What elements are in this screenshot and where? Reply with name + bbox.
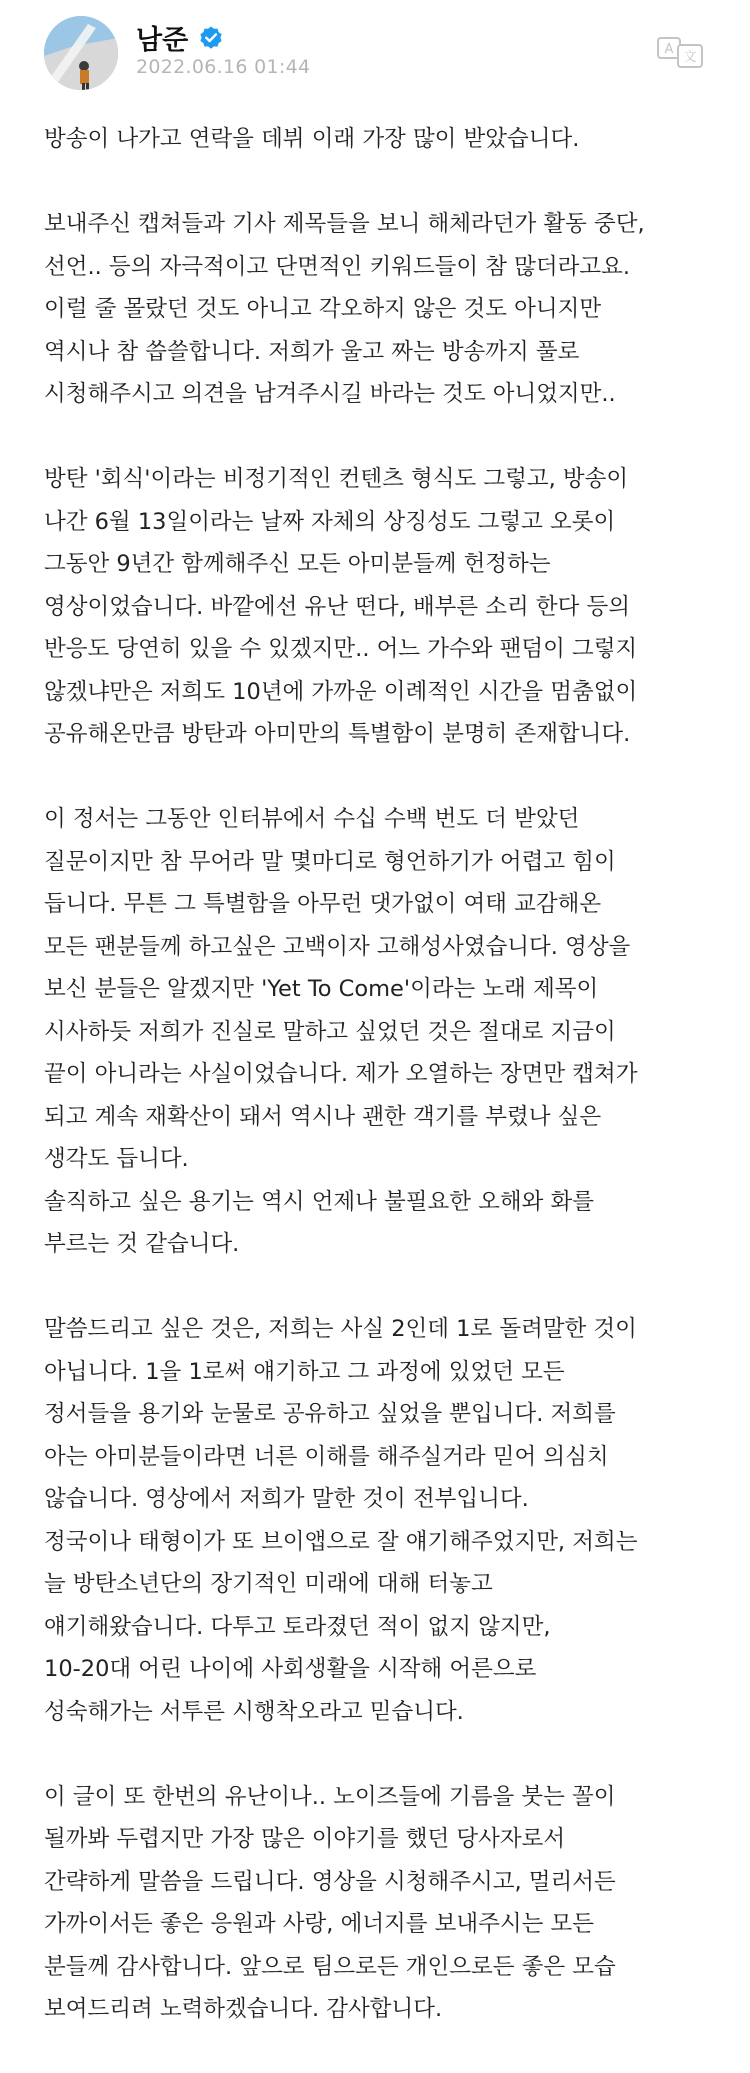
post-text-line: 역시나 참 씁쓸합니다. 저희가 울고 짜는 방송까지 풀로 [44, 338, 580, 365]
post-text-line: 간략하게 말씀을 드립니다. 영상을 시청해주시고, 멀리서든 [44, 1868, 616, 1895]
post-text-line: 이럴 줄 몰랐던 것도 아니고 각오하지 않은 것도 아니지만 [44, 296, 602, 322]
svg-text:文: 文 [683, 50, 697, 65]
post-text-line: 얘기해왔습니다. 다투고 토라졌던 적이 없지 않지만, [44, 1613, 551, 1640]
post-timestamp: 2022.06.16 01:44 [136, 56, 311, 78]
post-paragraph [44, 798, 714, 1266]
post-text-line: 성숙해가는 서투른 시행착오라고 믿습니다. [44, 1698, 464, 1725]
avatar[interactable] [44, 16, 118, 90]
post-text-line: 보신 분들은 알겠지만 'Yet To Come'이라는 노래 제목이 [44, 976, 599, 1002]
post-text-line: 보여드리려 노력하겠습니다. 감사합니다. [44, 1996, 443, 2022]
username[interactable]: 남준 [136, 25, 189, 56]
translate-icon[interactable] [656, 34, 706, 70]
post-text-line: 될까봐 두렵지만 가장 많은 이야기를 했던 당사자로서 [44, 1826, 566, 1852]
post-text-line: 않겠냐만은 저희도 10년에 가까운 이례적인 시간을 멈춤없이 [44, 678, 638, 705]
post-text-line: 이 정서는 그동안 인터뷰에서 수십 수백 번도 더 받았던 [44, 806, 580, 832]
post-text-line: 생각도 듭니다. [44, 1146, 189, 1172]
post-text-line: 질문이지만 참 무어라 말 몇마디로 형언하기가 어렵고 힘이 [44, 848, 616, 875]
post-text-line: 반응도 당연히 있을 수 있겠지만.. 어느 가수와 팬덤이 그렇지 [44, 636, 638, 662]
post-paragraph [44, 118, 714, 161]
post-text-line: 시사하듯 저희가 진실로 말하고 싶었던 것은 절대로 지금이 [44, 1018, 616, 1045]
post-text-line: 방탄 '회식'이라는 비정기적인 컨텐츠 형식도 그렇고, 방송이 [44, 466, 629, 492]
post-paragraph [44, 1308, 714, 1733]
post-text-line: 10-20대 어린 나이에 사회생활을 시작해 어른으로 [44, 1656, 537, 1682]
post-text-line: 늘 방탄소년단의 장기적인 미래에 대해 터놓고 [44, 1571, 493, 1597]
post-text-line: 이 글이 또 한번의 유난이나.. 노이즈들에 기름을 붓는 꼴이 [44, 1783, 616, 1810]
post-body [44, 118, 714, 2073]
post-text-line: 공유해온만큼 방탄과 아미만의 특별함이 분명히 존재합니다. [44, 721, 631, 747]
post-text-line: 아는 아미분들이라면 너른 이해를 해주실거라 믿어 의심치 [44, 1443, 609, 1470]
post-text-line: 부르는 것 같습니다. [44, 1231, 240, 1257]
post-header [0, 0, 750, 108]
post-text-line: 정서들을 용기와 눈물로 공유하고 싶었을 뿐입니다. 저희를 [44, 1401, 616, 1427]
avatar-photo-icon [44, 16, 118, 90]
post-text-line: 나간 6월 13일이라는 날짜 자체의 상징성도 그렇고 오롯이 [44, 508, 616, 535]
post-text-line: 솔직하고 싶은 용기는 역시 언제나 불필요한 오해와 화를 [44, 1188, 594, 1215]
post-text-line: 아닙니다. 1을 1로써 얘기하고 그 과정에 있었던 모든 [44, 1358, 565, 1385]
post-text-line: 보내주신 캡쳐들과 기사 제목들을 보니 해체라던가 활동 중단, [44, 211, 645, 237]
post-text-line: 모든 팬분들께 하고싶은 고백이자 고해성사였습니다. 영상을 [44, 933, 631, 960]
post-text-line: 않습니다. 영상에서 저희가 말한 것이 전부입니다. [44, 1486, 529, 1512]
verified-badge-icon [198, 25, 224, 51]
svg-text:A: A [664, 42, 674, 57]
post-text-line: 영상이었습니다. 바깥에선 유난 떤다, 배부른 소리 한다 등의 [44, 593, 631, 620]
post-text-line: 가까이서든 좋은 응원과 사랑, 에너지를 보내주시는 모든 [44, 1911, 594, 1937]
post-text-line: 방송이 나가고 연락을 데뷔 이래 가장 많이 받았습니다. [44, 126, 580, 152]
post-text-line: 선언.. 등의 자극적이고 단면적인 키워드들이 참 많더라고요. [44, 253, 631, 280]
post-text-line: 분들께 감사합니다. 앞으로 팀으로든 개인으로든 좋은 모습 [44, 1953, 616, 1980]
post-text-line: 되고 계속 재확산이 돼서 역시나 괜한 객기를 부렸나 싶은 [44, 1103, 602, 1130]
post-text-line: 듭니다. 무튼 그 특별함을 아무런 댓가없이 여태 교감해온 [44, 891, 602, 917]
post-paragraph [44, 203, 714, 416]
post-text-line: 정국이나 태형이가 또 브이앱으로 잘 얘기해주었지만, 저희는 [44, 1528, 638, 1555]
post-paragraph [44, 1776, 714, 2031]
post-text-line: 시청해주시고 의견을 남겨주시길 바라는 것도 아니었지만.. [44, 381, 616, 407]
post-text-line: 끝이 아니라는 사실이었습니다. 제가 오열하는 장면만 캡쳐가 [44, 1061, 638, 1087]
post-paragraph [44, 458, 714, 756]
post-text-line: 그동안 9년간 함께해주신 모든 아미분들께 헌정하는 [44, 551, 551, 577]
post-text-line: 말씀드리고 싶은 것은, 저희는 사실 2인데 1로 돌려말한 것이 [44, 1316, 637, 1342]
